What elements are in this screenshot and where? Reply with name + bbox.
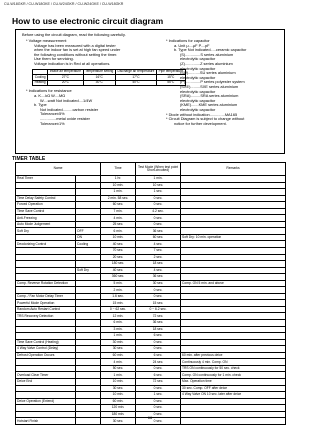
note-line: Not indicated.........carbon resister xyxy=(40,107,99,112)
timer-time-cell: 25 sec. xyxy=(101,221,136,228)
timer-remarks-cell: Max. Operation time xyxy=(181,378,286,385)
note-line: b. Type xyxy=(34,103,47,108)
timer-table-header-row xyxy=(16,163,286,176)
timer-test-mode-cell: 2 sec. xyxy=(136,254,181,261)
timer-remarks-cell: Soft Dry: 10 min. operation xyxy=(181,234,286,241)
timer-test-mode-cell: 4 sec. xyxy=(136,267,181,274)
note-line: ...............metal oxide resister xyxy=(40,116,90,121)
note-line: electrolytic capacitor xyxy=(180,75,216,80)
timer-time-cell: 30 sec. xyxy=(101,346,136,353)
timer-name-cell: Soft Dry xyxy=(16,228,76,235)
timer-time-cell: 0 ~ 62 sec. xyxy=(101,306,136,313)
timer-time-cell: 10 min. xyxy=(101,378,136,385)
instructions-intro: Before using the circuit diagram, read the following carefully. xyxy=(22,32,126,37)
timer-test-mode-cell: 10 sec. xyxy=(136,182,181,189)
timer-name-cell: Time Save Control xyxy=(16,208,76,215)
note-line: * Circuit Diagram is subject to change without xyxy=(166,117,245,122)
instructions-box xyxy=(15,29,285,154)
note-line: Voltage has been measured with a digital tester xyxy=(34,43,116,48)
mini-table-cell: 55°C xyxy=(156,80,185,86)
mini-table-cell: 20°C xyxy=(48,80,83,86)
note-line: electrolytic capacitor xyxy=(180,89,216,94)
note-line: * Diode without indication..............MA165 xyxy=(166,112,238,117)
timer-sub-cell: Cooling xyxy=(76,241,101,248)
col-header-time: Time xyxy=(101,163,136,176)
page-title: How to use electronic circuit diagram xyxy=(12,16,164,26)
timer-time-cell: 10 min. xyxy=(101,182,136,189)
timer-time-cell: 6 min. xyxy=(101,228,136,235)
mini-table-cell: 30°C xyxy=(83,80,115,86)
timer-time-cell: 120 min. xyxy=(101,405,136,412)
note-line: electrolytic capacitor xyxy=(180,98,216,103)
timer-test-mode-cell: 1 min. xyxy=(136,176,181,183)
mini-table-cell: Cooling xyxy=(33,75,48,81)
mini-table-cell: 17°C xyxy=(115,75,156,81)
timer-name-cell: Time Delay Safety Control xyxy=(16,195,76,202)
timer-name-cell: TRS Recovery Detection xyxy=(16,313,76,320)
timer-time-cell: 40 sec. xyxy=(101,267,136,274)
timer-remarks-cell: TRS ON continuously for 50 sec. check xyxy=(181,365,286,372)
timer-test-mode-cell: 18 sec. xyxy=(136,261,181,268)
timer-remarks-cell: Comp. ON 5 min. and above xyxy=(181,280,286,287)
mini-table-cell: Heating xyxy=(33,80,48,86)
timer-table-title: TIMER TABLE xyxy=(12,156,46,162)
timer-time-cell: 4 min. xyxy=(101,359,136,366)
note-line: * Indications for resistance xyxy=(26,89,72,94)
timer-sub-cell: OFF xyxy=(76,228,101,235)
timer-name-cell: Deodorizing Control xyxy=(16,241,76,248)
col-header-name: Name xyxy=(16,163,101,176)
note-line: electrolytic capacitor xyxy=(180,66,216,71)
timer-remarks-cell: Comp. ON continuously for 1 min. check xyxy=(181,372,286,379)
timer-test-mode-cell: 1 sec. xyxy=(136,392,181,399)
timer-remarks-cell: Continuously 4 min. Comp. ON xyxy=(181,359,286,366)
timer-time-cell: 30 sec. xyxy=(101,385,136,392)
timer-test-mode-cell: 60 sec. xyxy=(136,234,181,241)
timer-time-cell: 1 min. xyxy=(101,333,136,340)
note-line: Tolerance±1% xyxy=(40,121,65,126)
timer-time-cell: 60 min. xyxy=(101,352,136,359)
timer-test-mode-cell: 36 sec. xyxy=(136,320,181,327)
note-line: electrolytic capacitor xyxy=(180,107,216,112)
timer-test-mode-cell: 4 sec. xyxy=(136,241,181,248)
mini-table-header-cell: Pipe temperature xyxy=(156,69,185,75)
timer-time-cell: 3 min. xyxy=(101,326,136,333)
mini-table-header-cell: Discharge air temperature xyxy=(115,69,156,75)
timer-test-mode-cell: 0 sec. xyxy=(136,411,181,418)
note-line: (P)..............P series polyester system xyxy=(180,80,245,85)
timer-name-cell: Random Auto Restart Control xyxy=(16,306,76,313)
timer-name-cell: Anti-Freezing xyxy=(16,215,76,222)
timer-time-cell: 1 min. xyxy=(101,372,136,379)
col-header-test-mode: Test Mode (When test point Short-circuited) xyxy=(136,163,181,176)
note-line: Voltage indication is in Red at all operations. xyxy=(34,61,111,66)
note-line: * Indications for capacitor xyxy=(166,39,210,43)
note-line: Tolerance±5% xyxy=(40,112,65,117)
timer-test-mode-cell: 1 sec. xyxy=(136,189,181,196)
note-line: when the indoor fan is set at high fan speed under xyxy=(34,48,121,53)
timer-time-cell: 12 min. xyxy=(101,313,136,320)
timer-time-cell: 50 sec. xyxy=(101,365,136,372)
voltage-conditions-table xyxy=(32,69,186,87)
note-line: (SU)...........SU series aluminium xyxy=(180,71,236,76)
timer-test-mode-cell: 0 ~ 6.2 sec. xyxy=(136,306,181,313)
timer-time-cell: 70 sec. xyxy=(101,248,136,255)
col-header-remarks: Remarks xyxy=(181,163,286,176)
timer-test-mode-cell: 36 sec. xyxy=(136,228,181,235)
timer-time-cell: 20 sec. xyxy=(101,254,136,261)
timer-time-cell: 10 min. xyxy=(101,234,136,241)
timer-test-mode-cell: 0 sec. xyxy=(136,287,181,294)
page-header: CU-W18GKR / CU-W18GKE / CU-W24GKR / CU-W24GKE / CU-W18GKR xyxy=(4,2,124,6)
timer-test-mode-cell: 6 sec. xyxy=(136,372,181,379)
timer-test-mode-cell: 0 sec. xyxy=(136,195,181,202)
timer-time-cell: 5 min. xyxy=(101,280,136,287)
timer-time-cell: 180 sec. xyxy=(101,261,136,268)
note-line: Use them for servicing. xyxy=(34,57,74,62)
page-number: 66 xyxy=(147,415,153,420)
timer-time-cell: 15 min. xyxy=(101,300,136,307)
timer-test-mode-cell: 0 sec. xyxy=(136,405,181,412)
timer-time-cell: 4 min. xyxy=(101,215,136,222)
timer-test-mode-cell: 24 sec. xyxy=(136,359,181,366)
timer-test-mode-cell: 72 sec. xyxy=(136,378,181,385)
timer-remarks-cell: 4 Way Valve ON 10 sec. later after deice xyxy=(181,392,286,399)
mini-table-cell: 16°C xyxy=(83,75,115,81)
note-line: (KME).......KME series aluminium xyxy=(180,103,238,108)
note-line: the following conditions without setting the timer. xyxy=(34,52,118,57)
timer-name-cell: Overload Clear Timer xyxy=(16,372,76,379)
timer-table xyxy=(15,162,286,425)
instructions-right-column xyxy=(166,39,284,126)
timer-test-mode-cell: 72 sec. xyxy=(136,313,181,320)
note-line: electrolytic capacitor xyxy=(180,57,216,62)
note-line: a. Unit μ....μF P....pF xyxy=(174,43,210,48)
note-line: (Z)..............Z series aluminium xyxy=(180,61,233,66)
timer-test-mode-cell: 36 sec. xyxy=(136,274,181,281)
timer-name-cell: Comp. Reverse Rotation Detection xyxy=(16,280,76,287)
timer-time-cell: 60 min. xyxy=(101,398,136,405)
mini-table-row xyxy=(33,80,186,86)
timer-test-mode-cell: 30 sec. xyxy=(136,280,181,287)
timer-time-cell: 40 sec. xyxy=(101,241,136,248)
note-line: notice for further development. xyxy=(174,121,227,126)
note-line: (SRA).........SRA series aluminium xyxy=(180,94,239,99)
timer-name-cell: Comp. / Fan Motor Delay Timer xyxy=(16,293,76,300)
timer-name-cell: Deice Operation (Extend) xyxy=(16,398,76,405)
timer-test-mode-cell: 0 sec. xyxy=(136,202,181,209)
timer-time-cell: 1 min. xyxy=(101,189,136,196)
timer-test-mode-cell: 0 sec. xyxy=(136,398,181,405)
timer-time-cell: 10 min. xyxy=(101,392,136,399)
timer-test-mode-cell: 18 sec. xyxy=(136,326,181,333)
timer-test-mode-cell: 4.2 sec. xyxy=(136,208,181,215)
timer-test-mode-cell: 0 sec. xyxy=(136,293,181,300)
timer-test-mode-cell: 6 sec. xyxy=(136,333,181,340)
timer-remarks-cell: 60 min. after previous deice xyxy=(181,352,286,359)
mini-table-header-cell: Temperature setting xyxy=(83,69,115,75)
mini-table-cell: 27°C xyxy=(48,75,83,81)
timer-name-cell: 4 Way Valve Control (Delay) xyxy=(16,346,76,353)
timer-time-cell: 7 min. xyxy=(101,208,136,215)
timer-sub-cell: ON xyxy=(76,234,101,241)
timer-time-cell: 2 min. 58 sec. xyxy=(101,195,136,202)
timer-name-cell: Forced Operation xyxy=(16,202,76,209)
timer-time-cell: 60 sec. xyxy=(101,202,136,209)
timer-test-mode-cell: 0 sec. xyxy=(136,346,181,353)
timer-time-cell: 1.6 sec. xyxy=(101,293,136,300)
timer-name-cell: Deice End xyxy=(16,378,76,385)
timer-test-mode-cell: 0 sec. xyxy=(136,385,181,392)
timer-sub-cell: Soft Dry xyxy=(76,267,101,274)
timer-time-cell: 1 hr. xyxy=(101,176,136,183)
note-line: W....watt Not indicated....1/4W xyxy=(40,98,93,103)
mini-table-cell: 15°C xyxy=(156,75,185,81)
timer-test-mode-cell: 15 sec. xyxy=(136,300,181,307)
timer-time-cell: 30 min. xyxy=(101,339,136,346)
timer-test-mode-cell: 0 sec. xyxy=(136,418,181,425)
timer-test-mode-cell: 0 sec. xyxy=(136,215,181,222)
timer-name-cell: Defrost Operation Occurs xyxy=(16,352,76,359)
timer-test-mode-cell: 6 sec. xyxy=(136,352,181,359)
timer-name-cell: Hotstart Finish xyxy=(16,418,76,425)
timer-name-cell: Auto Mode Judgement xyxy=(16,221,76,228)
note-line: (S)..............S series aluminium xyxy=(180,52,234,57)
timer-time-cell: 6 min. xyxy=(101,320,136,327)
timer-test-mode-cell: 0 sec. xyxy=(136,339,181,346)
note-line: (SXE).........SXE series aluminium xyxy=(180,84,239,89)
instructions-left-column xyxy=(26,39,184,126)
timer-name-cell: Powerful Mode Operation xyxy=(16,300,76,307)
timer-time-cell: 180 min. xyxy=(101,411,136,418)
timer-time-cell: 2 min. xyxy=(101,287,136,294)
timer-test-mode-cell: 7 sec. xyxy=(136,248,181,255)
timer-name-cell: Real Timer xyxy=(16,176,76,183)
timer-test-mode-cell: 0 sec. xyxy=(136,365,181,372)
timer-time-cell: 30 sec. xyxy=(101,418,136,425)
note-line: * Voltage measurement xyxy=(26,39,67,43)
timer-test-mode-cell: 0 sec. xyxy=(136,221,181,228)
note-line: a. K....kΩ W....MΩ xyxy=(34,93,66,98)
mini-table-cell: 40°C xyxy=(115,80,156,86)
note-line: b. Type Not indicated.....ceramic capacitor xyxy=(174,48,247,53)
timer-name-cell: Time Save Control (Heating) xyxy=(16,339,76,346)
mini-table-header-cell: Intake air temperature xyxy=(48,69,83,75)
timer-remarks-cell: 30 sec. Comp. OFF after deice xyxy=(181,385,286,392)
timer-time-cell: 360 sec. xyxy=(101,274,136,281)
